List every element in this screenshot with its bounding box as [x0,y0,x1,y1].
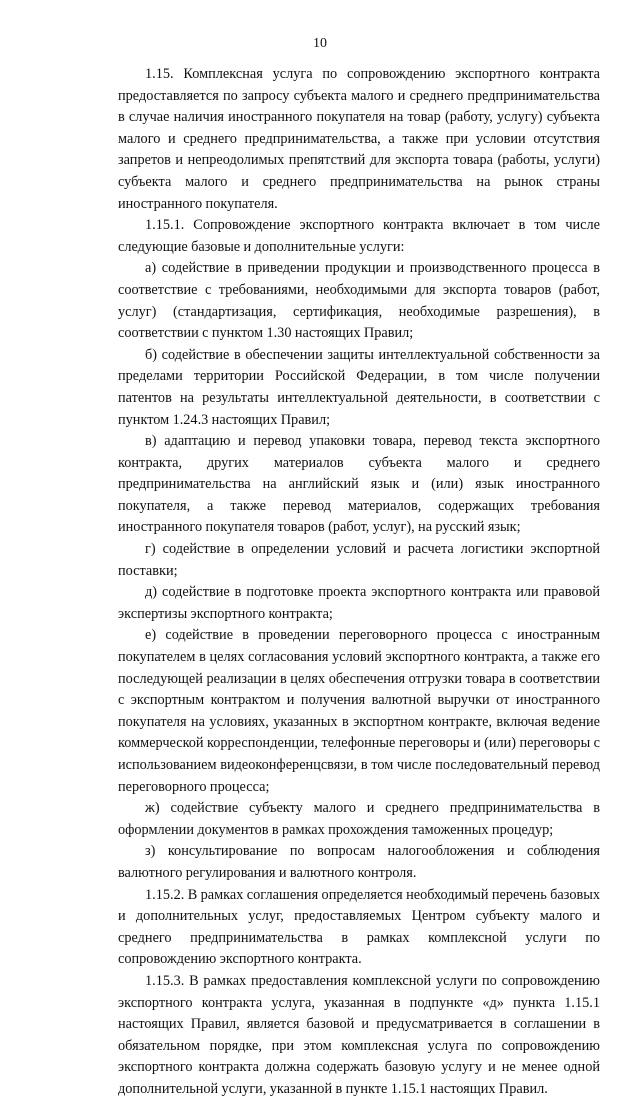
paragraph-1-15-3: 1.15.3. В рамках предоставления комплексной услуги по сопровождению экспортного контракта услуга, указанная в подпункте «д» пункта 1.15.1 настоящих Правил, является базовой и предусматривается в соглашении в обязательном порядке, при этом комплексная услуга по сопровождению экспортного контракта должна содержать базовую услугу и не менее одной дополнительной услуги, указанной в пункте 1.15.1 настоящих Правил. [118,972,600,1097]
list-item-e: е) содействие в проведении переговорного процесса с иностранным покупателем в целях согласования условий экспортного контракта, а также его последующей реализации в целях обеспечения отгрузки товара в соответствии с экспортным контрактом и получения валютной выручки от иностранного покупателя на условиях, указанных в экспортном контракте, включая ведение коммерческой корреспонденции, телефонные переговоры и (или) переговоры с использованием видеоконференцсвязи, в том числе последовательный перевод переговорного процесса; [118,627,600,795]
list-item-g: г) содействие в определении условий и расчета логистики экспортной поставки; [118,541,600,579]
list-item-zh: ж) содействие субъекту малого и среднего предпринимательства в оформлении документов в рамках прохождения таможенных процедур; [118,800,600,838]
page-number: 10 [313,36,327,51]
paragraph-1-15-1: 1.15.1. Сопровождение экспортного контракта включает в том числе следующие базовые и дополнительные услуги: [118,217,600,255]
paragraph-1-15-2: 1.15.2. В рамках соглашения определяется необходимый перечень базовых и дополнительных услуг, предоставляемых Центром субъекту малого и среднего предпринимательства в рамках комплексной услуги по сопровождению экспортного контракта. [118,886,600,968]
list-item-a: а) содействие в приведении продукции и производственного процесса в соответствие с требованиями, необходимыми для экспорта товаров (работ, услуг) (стандартизация, сертификация, необходимые разрешения), в соответствии с пунктом 1.30 настоящих Правил; [118,260,600,342]
list-item-v: в) адаптацию и перевод упаковки товара, перевод текста экспортного контракта, других материалов субъекта малого и среднего предпринимательства на английский язык и (или) язык иностранного покупателя, а также перевод материалов, содержащих требования иностранного покупателя товаров (работ, услуг), на русский язык; [118,433,600,536]
list-item-d: д) содействие в подготовке проекта экспортного контракта или правовой экспертизы экспортного контракта; [118,584,600,622]
document-body [118,64,600,1101]
paragraph-1-15: 1.15. Комплексная услуга по сопровождению экспортного контракта предоставляется по запросу субъекта малого и среднего предпринимательства в случае наличия иностранного покупателя на товар (работу, услугу) субъекта малого и среднего предпринимательства, а также при условии отсутствия запретов и непреодолимых препятствий для экспорта товара (работы, услуги) субъекта малого и среднего предпринимательства на рынок страны иностранного покупателя. [118,66,600,212]
list-item-b: б) содействие в обеспечении защиты интеллектуальной собственности за пределами территории Российской Федерации, в том числе получении патентов на результаты интеллектуальной деятельности, в соответствии с пунктом 1.24.3 настоящих Правил; [118,346,600,428]
list-item-z: з) консультирование по вопросам налогообложения и соблюдения валютного регулирования и валютного контроля. [118,843,600,881]
